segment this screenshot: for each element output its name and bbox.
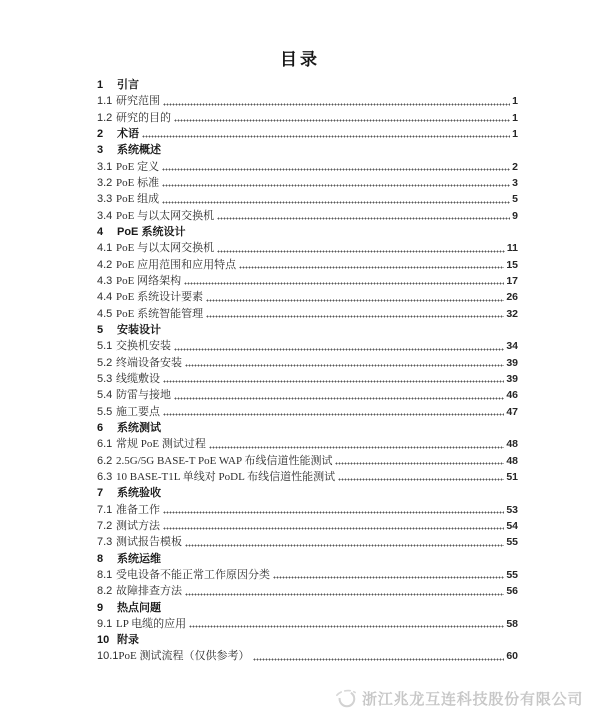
toc-num: 5.1 bbox=[97, 340, 113, 353]
toc-num: 4.2 bbox=[97, 258, 113, 271]
toc-dot-leader bbox=[162, 175, 510, 191]
toc-num: 2 bbox=[97, 127, 104, 140]
toc-row bbox=[97, 387, 518, 403]
toc-title: 附录 bbox=[117, 634, 139, 647]
toc-dot-leader bbox=[206, 306, 504, 322]
toc-dot-leader bbox=[162, 191, 510, 207]
toc-num: 4.3 bbox=[97, 274, 113, 287]
toc-row bbox=[97, 648, 518, 664]
toc-row bbox=[97, 453, 518, 469]
watermark bbox=[335, 687, 583, 709]
toc-page-number: 55 bbox=[506, 568, 518, 581]
toc-dot-leader bbox=[338, 469, 504, 485]
toc-num: 3.3 bbox=[97, 193, 113, 206]
toc-title: 测试报告模板 bbox=[116, 536, 182, 549]
toc-page-number: 34 bbox=[506, 340, 518, 353]
toc-num: 5 bbox=[97, 323, 104, 336]
toc-row bbox=[97, 93, 518, 109]
toc-title: 交换机安装 bbox=[116, 340, 171, 353]
toc-row bbox=[97, 355, 518, 371]
toc-row bbox=[97, 240, 518, 256]
toc-dot-leader bbox=[142, 126, 510, 142]
toc-dot-leader bbox=[185, 534, 504, 550]
toc-page-number: 15 bbox=[506, 258, 518, 271]
toc-num: 4 bbox=[97, 225, 104, 238]
toc-row bbox=[97, 142, 518, 158]
toc-title: 热点问题 bbox=[117, 601, 161, 614]
toc-row bbox=[97, 257, 518, 273]
toc-dot-leader bbox=[253, 648, 505, 664]
toc-dot-leader bbox=[185, 355, 504, 371]
toc-row bbox=[97, 436, 518, 452]
toc-row bbox=[97, 371, 518, 387]
toc-num: 7 bbox=[97, 487, 104, 500]
toc-page-number: 1 bbox=[512, 95, 518, 108]
toc-page-number: 47 bbox=[506, 405, 518, 418]
toc-page-number: 11 bbox=[506, 242, 518, 255]
toc-title: 10 BASE-T1L 单线对 PoDL 布线信道性能测试 bbox=[116, 470, 336, 483]
toc-dot-leader bbox=[163, 518, 504, 534]
toc-row bbox=[97, 518, 518, 534]
toc-row bbox=[97, 551, 518, 567]
toc-row bbox=[97, 420, 518, 436]
toc-dot-leader bbox=[163, 502, 504, 518]
toc-page-number: 39 bbox=[506, 356, 518, 369]
toc-num: 6.1 bbox=[97, 438, 113, 451]
toc-page-number: 26 bbox=[506, 291, 518, 304]
toc-row bbox=[97, 502, 518, 518]
toc-title: 系统运维 bbox=[117, 552, 161, 565]
toc-num: 1.2 bbox=[97, 111, 113, 124]
toc-num: 8.1 bbox=[97, 568, 113, 581]
toc-page-number: 3 bbox=[512, 176, 518, 189]
toc-num: 8 bbox=[97, 552, 104, 565]
toc-num: 5.5 bbox=[97, 405, 113, 418]
toc-num: 9.1 bbox=[97, 617, 113, 630]
toc-page-number: 51 bbox=[506, 470, 518, 483]
toc-page-number: 46 bbox=[506, 389, 518, 402]
toc-page-number: 55 bbox=[506, 536, 518, 549]
toc-row bbox=[97, 110, 518, 126]
toc-row bbox=[97, 273, 518, 289]
toc-row bbox=[97, 567, 518, 583]
toc-dot-leader bbox=[273, 567, 504, 583]
toc-page-number: 48 bbox=[506, 438, 518, 451]
toc-page-number: 1 bbox=[512, 127, 518, 140]
toc-row bbox=[97, 175, 518, 191]
toc-row bbox=[97, 469, 518, 485]
toc-row bbox=[97, 534, 518, 550]
toc-num: 1 bbox=[97, 79, 104, 91]
toc-title: PoE 测试流程（仅供参考） bbox=[118, 650, 250, 663]
toc-title: 系统测试 bbox=[117, 421, 161, 434]
toc-num: 7.3 bbox=[97, 536, 113, 549]
toc-dot-leader bbox=[217, 240, 505, 256]
toc-page-number: 39 bbox=[506, 372, 518, 385]
toc-title: 测试方法 bbox=[116, 519, 160, 532]
toc-title: 准备工作 bbox=[116, 503, 160, 516]
toc-row bbox=[97, 224, 518, 240]
toc-title: PoE 系统设计要素 bbox=[116, 291, 204, 304]
toc-dot-leader bbox=[163, 371, 504, 387]
toc-num: 4.1 bbox=[97, 242, 113, 255]
toc-title: 终端设备安装 bbox=[116, 356, 182, 369]
toc-dot-leader bbox=[217, 208, 510, 224]
toc-page-number: 5 bbox=[512, 193, 518, 206]
toc-title: 防雷与接地 bbox=[116, 389, 171, 402]
toc-row bbox=[97, 616, 518, 632]
toc-row bbox=[97, 632, 518, 648]
toc-title: 故障排查方法 bbox=[116, 585, 182, 598]
toc-title: 研究范围 bbox=[116, 95, 160, 108]
toc-title: 研究的目的 bbox=[116, 111, 171, 124]
toc-num: 7.1 bbox=[97, 503, 113, 516]
toc-title: 术语 bbox=[117, 127, 139, 140]
toc-num: 3.4 bbox=[97, 209, 113, 222]
toc-title: LP 电缆的应用 bbox=[116, 617, 187, 630]
toc-title: PoE 与以太网交换机 bbox=[116, 242, 215, 255]
toc-dot-leader bbox=[174, 110, 510, 126]
globe-swoosh-icon bbox=[335, 687, 357, 709]
toc-dot-leader bbox=[206, 289, 504, 305]
toc-dot-leader bbox=[184, 273, 504, 289]
toc-title: 施工要点 bbox=[116, 405, 160, 418]
toc-title: PoE 组成 bbox=[116, 193, 160, 206]
toc-page-number: 56 bbox=[506, 585, 518, 598]
toc-row bbox=[97, 126, 518, 142]
toc-num: 7.2 bbox=[97, 519, 113, 532]
toc-title: 系统概述 bbox=[117, 144, 161, 157]
toc-row bbox=[97, 306, 518, 322]
toc-title: PoE 系统智能管理 bbox=[116, 307, 204, 320]
toc-dot-leader bbox=[162, 159, 510, 175]
toc-page-number: 48 bbox=[506, 454, 518, 467]
toc-num: 1.1 bbox=[97, 95, 113, 108]
toc-page-number: 17 bbox=[506, 274, 518, 287]
toc-num: 3.2 bbox=[97, 176, 113, 189]
toc-title: PoE 系统设计 bbox=[117, 225, 186, 238]
toc-row bbox=[97, 208, 518, 224]
toc-page-number: 2 bbox=[512, 160, 518, 173]
toc-title: PoE 与以太网交换机 bbox=[116, 209, 215, 222]
toc-num: 5.3 bbox=[97, 372, 113, 385]
toc-title: 系统验收 bbox=[117, 487, 161, 500]
page-title: 目录 bbox=[280, 50, 320, 69]
toc-dot-leader bbox=[174, 387, 504, 403]
toc-num: 4.5 bbox=[97, 307, 113, 320]
toc-num: 8.2 bbox=[97, 585, 113, 598]
toc-num: 4.4 bbox=[97, 291, 113, 304]
toc-title: 安装设计 bbox=[117, 323, 161, 336]
toc-num: 5.2 bbox=[97, 356, 113, 369]
toc-num: 6.3 bbox=[97, 470, 113, 483]
toc-title: 引言 bbox=[117, 79, 139, 91]
toc-dot-leader bbox=[163, 93, 510, 109]
toc-dot-leader bbox=[335, 453, 504, 469]
toc-num: 10.1 bbox=[97, 650, 119, 663]
toc-row bbox=[97, 485, 518, 501]
toc-page-number: 53 bbox=[506, 503, 518, 516]
toc-dot-leader bbox=[189, 616, 504, 632]
toc-dot-leader bbox=[185, 583, 504, 599]
toc-title: 受电设备不能正常工作原因分类 bbox=[116, 568, 270, 581]
toc-row bbox=[97, 600, 518, 616]
toc-row bbox=[97, 583, 518, 599]
toc-num: 6.2 bbox=[97, 454, 113, 467]
toc-row bbox=[97, 289, 518, 305]
toc-page-number: 1 bbox=[512, 111, 518, 124]
toc-row bbox=[97, 159, 518, 175]
toc-row bbox=[97, 404, 518, 420]
toc-row bbox=[97, 77, 518, 93]
toc-row bbox=[97, 338, 518, 354]
toc-title: PoE 应用范围和应用特点 bbox=[116, 258, 237, 271]
toc-page-number: 58 bbox=[506, 617, 518, 630]
toc-title: 线缆敷设 bbox=[116, 372, 160, 385]
toc-num: 10 bbox=[97, 634, 110, 647]
toc-list bbox=[97, 77, 518, 665]
toc-dot-leader bbox=[209, 436, 504, 452]
toc-num: 6 bbox=[97, 421, 104, 434]
toc-num: 5.4 bbox=[97, 389, 113, 402]
toc-num: 9 bbox=[97, 601, 104, 614]
toc-dot-leader bbox=[163, 404, 504, 420]
toc-page-number: 9 bbox=[512, 209, 518, 222]
toc-dot-leader bbox=[239, 257, 504, 273]
toc-num: 3.1 bbox=[97, 160, 113, 173]
toc-title: PoE 定义 bbox=[116, 160, 160, 173]
toc-dot-leader bbox=[174, 338, 504, 354]
toc-page-number: 60 bbox=[506, 650, 518, 663]
toc-page-number: 54 bbox=[506, 519, 518, 532]
toc-title: 2.5G/5G BASE-T PoE WAP 布线信道性能测试 bbox=[116, 454, 333, 467]
toc-row bbox=[97, 322, 518, 338]
toc-title: PoE 网络架构 bbox=[116, 274, 182, 287]
toc-row bbox=[97, 191, 518, 207]
company-name: 浙江兆龙互连科技股份有限公司 bbox=[362, 690, 584, 708]
toc-page-number: 32 bbox=[506, 307, 518, 320]
toc-num: 3 bbox=[97, 144, 104, 157]
toc-title: PoE 标准 bbox=[116, 176, 160, 189]
toc-title: 常规 PoE 测试过程 bbox=[116, 438, 206, 451]
